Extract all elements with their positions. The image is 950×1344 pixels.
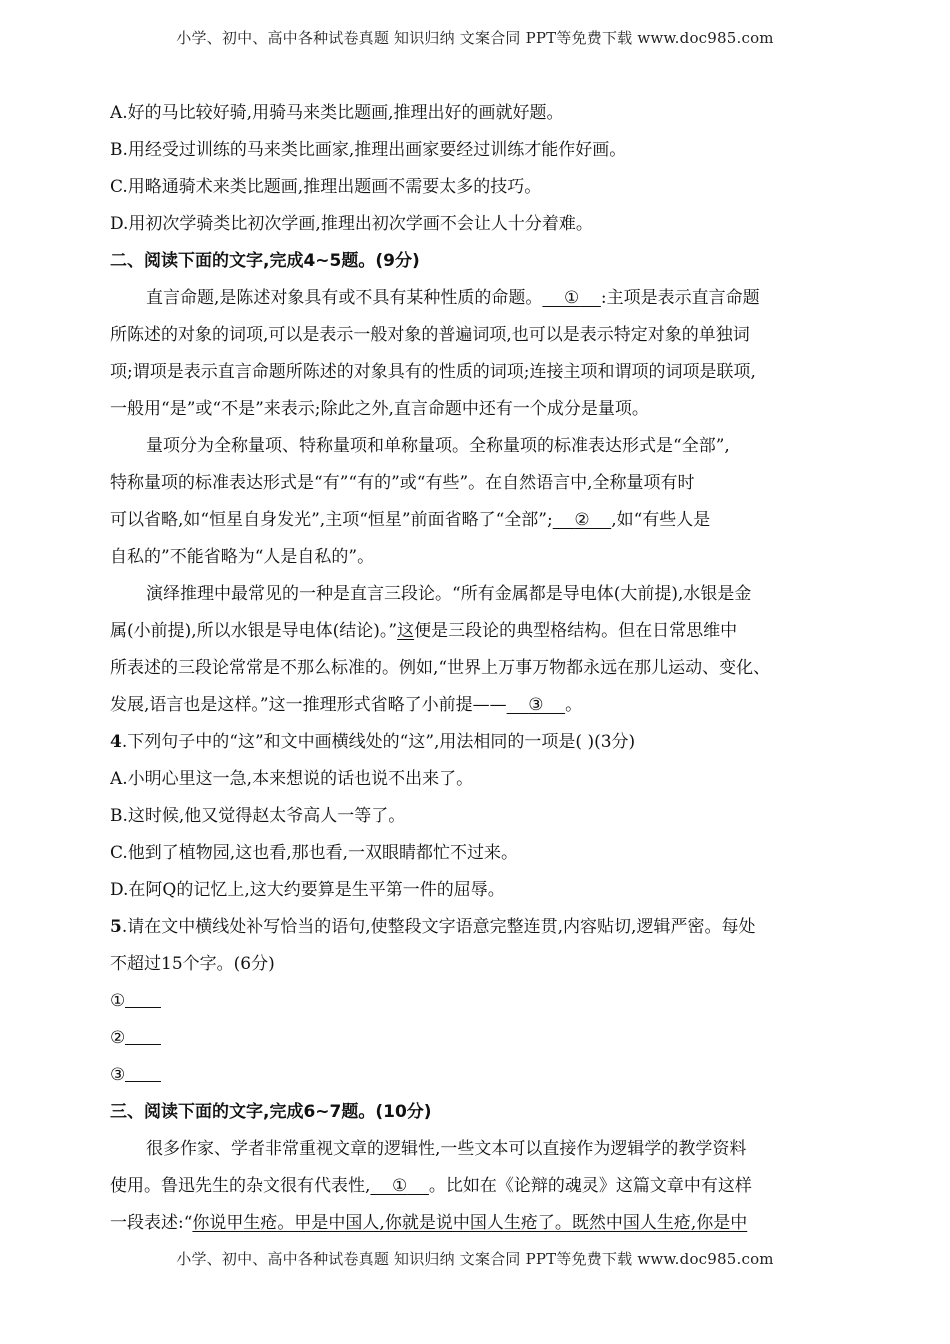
page-footer: 小学、初中、高中各种试卷真题 知识归纳 文案合同 PPT等免费下载 www.doc985.com <box>176 1250 774 1268</box>
para2-line1: 量项分为全称量项、特称量项和单称量项。全称量项的标准表达形式是“全部”, <box>146 436 730 456</box>
answer-field-1[interactable] <box>125 989 161 1008</box>
sec3-blank-1[interactable]: ① <box>392 1176 408 1196</box>
question-5-stem: 5.请在文中横线处补写恰当的语句,使整段文字语意完整连贯,内容贴切,逻辑严密。每处 <box>110 917 756 937</box>
para2-line4: 自私的”不能省略为“人是自私的”。 <box>110 547 375 567</box>
para1-line4: 一般用“是”或“不是”来表示;除此之外,直言命题中还有一个成分是量项。 <box>110 399 649 419</box>
para3-line4: 发展,语言也是这样。”这一推理形式省略了小前提—— ③ 。 <box>110 687 845 724</box>
q4-option-a: A.小明心里这一急,本来想说的话也说不出来了。 <box>110 769 474 789</box>
document-body <box>110 95 845 1242</box>
question-4-stem: 4.下列句子中的“这”和文中画横线处的“这”,用法相同的一项是( )(3分) <box>110 732 636 752</box>
option-a: A.好的马比较好骑,用骑马来类比题画,推理出好的画就好题。 <box>110 103 564 123</box>
blank-1[interactable]: ① <box>564 288 580 308</box>
option-b: B.用经受过训练的马来类比画家,推理出画家要经过训练才能作好画。 <box>110 140 627 160</box>
para2-line3: 可以省略,如“恒星自身发光”,主项“恒星”前面省略了“全部”; ② ,如“有些人是 <box>110 502 845 539</box>
answer-line-2: ② <box>110 1020 845 1057</box>
blank-2[interactable]: ② <box>574 510 590 530</box>
section-2-title: 二、阅读下面的文字,完成4~5题。(9分) <box>110 251 420 271</box>
section-3-title: 三、阅读下面的文字,完成6~7题。(10分) <box>110 1102 432 1122</box>
answer-field-2[interactable] <box>125 1026 161 1045</box>
para1-line2: 所陈述的对象的词项,可以是表示一般对象的普遍词项,也可以是表示特定对象的单独词 <box>110 325 750 345</box>
sec3-line1: 很多作家、学者非常重视文章的逻辑性,一些文本可以直接作为逻辑学的教学资料 <box>146 1139 747 1159</box>
q4-option-d: D.在阿Q的记忆上,这大约要算是生平第一件的屈辱。 <box>110 880 505 900</box>
blank-3[interactable]: ③ <box>528 695 544 715</box>
answer-line-3: ③ <box>110 1057 845 1094</box>
underlined-quote: 你说甲生疮。甲是中国人,你就是说中国人生疮了。既然中国人生疮,你是中 <box>192 1213 748 1233</box>
question-5-stem-cont: 不超过15个字。(6分) <box>110 954 275 974</box>
page-header: 小学、初中、高中各种试卷真题 知识归纳 文案合同 PPT等免费下载 www.doc985.com <box>176 29 774 47</box>
sec3-line2: 使用。鲁迅先生的杂文很有代表性, ① 。比如在《论辩的魂灵》这篇文章中有这样 <box>110 1168 845 1205</box>
underlined-zhe: 这 <box>397 621 415 641</box>
sec3-line3: 一段表述:“你说甲生疮。甲是中国人,你就是说中国人生疮了。既然中国人生疮,你是中 <box>110 1213 748 1233</box>
q4-option-b: B.这时候,他又觉得赵太爷高人一等了。 <box>110 806 406 826</box>
para3-line3: 所表述的三段论常常是不那么标准的。例如,“世界上万事万物都永远在那儿运动、变化、 <box>110 658 771 678</box>
q4-option-c: C.他到了植物园,这也看,那也看,一双眼睛都忙不过来。 <box>110 843 519 863</box>
para3-line2: 属(小前提),所以水银是导电体(结论)。”这便是三段论的典型格结构。但在日常思维中 <box>110 621 738 641</box>
option-d: D.用初次学骑类比初次学画,推理出初次学画不会让人十分着难。 <box>110 214 593 234</box>
answer-field-3[interactable] <box>125 1063 161 1082</box>
answer-line-1: ① <box>110 983 845 1020</box>
option-c: C.用略通骑术来类比题画,推理出题画不需要太多的技巧。 <box>110 177 542 197</box>
para3-line1: 演绎推理中最常见的一种是直言三段论。“所有金属都是导电体(大前提),水银是金 <box>146 584 752 604</box>
para1-line1: 直言命题,是陈述对象具有或不具有某种性质的命题。 ① :主项是表示直言命题 <box>110 280 845 317</box>
para1-line3: 项;谓项是表示直言命题所陈述的对象具有的性质的词项;连接主项和谓项的词项是联项, <box>110 362 756 382</box>
para2-line2: 特称量项的标准表达形式是“有”“有的”或“有些”。在自然语言中,全称量项有时 <box>110 473 695 493</box>
